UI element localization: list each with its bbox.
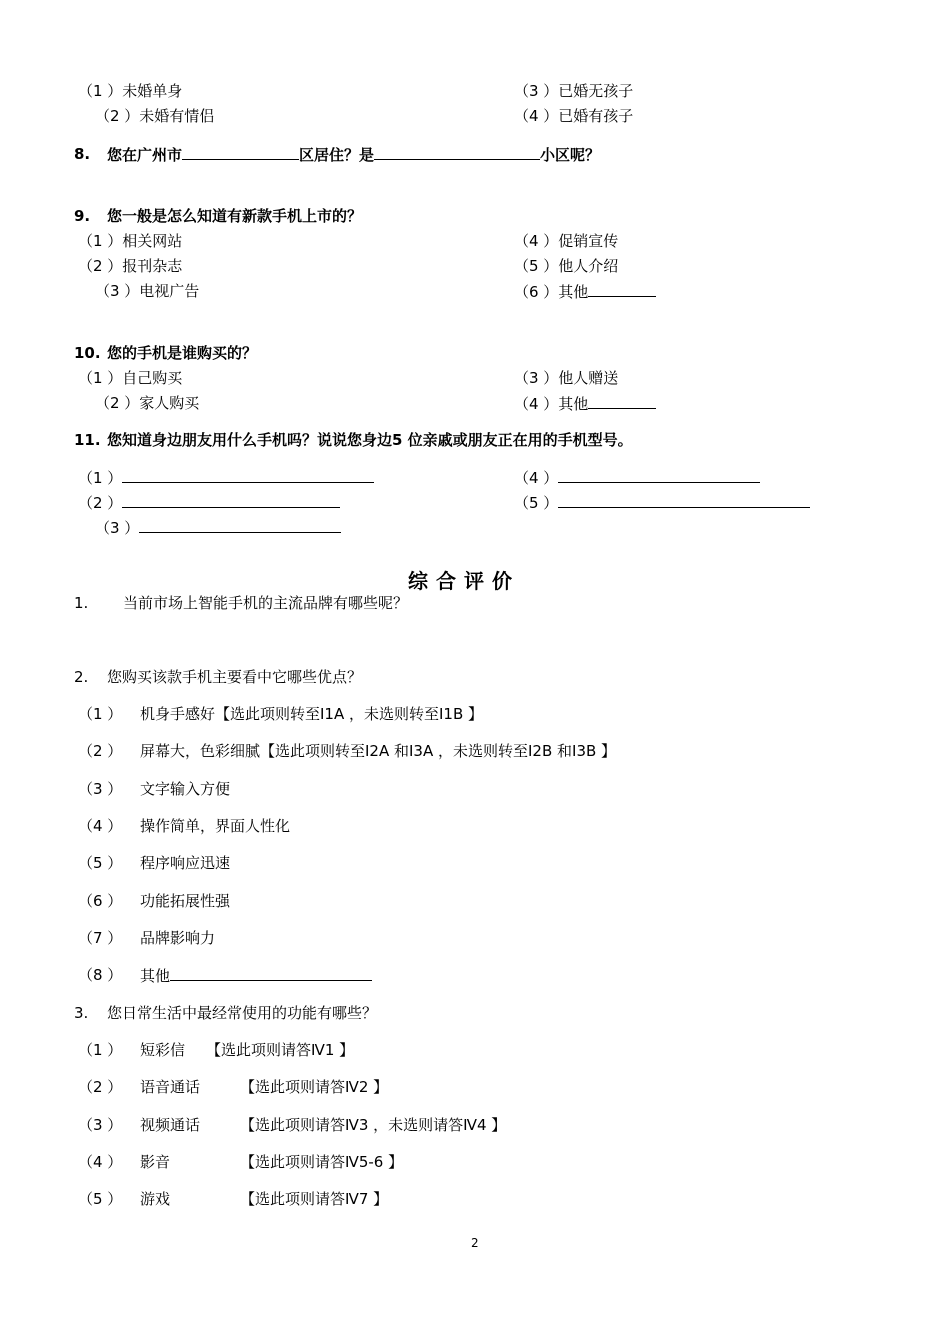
q11-entry-5-label: （5 ） <box>514 494 559 512</box>
q7-option-1[interactable]: （1 ）未婚单身 <box>78 82 183 100</box>
q10-question: 您的手机是谁购买的？ <box>107 344 258 362</box>
s3-option-2[interactable]: 语音通话 <box>140 1078 201 1096</box>
q11-blank-5[interactable] <box>558 493 810 508</box>
s3-option-1-number: （1 ） <box>78 1041 123 1059</box>
s2-number: 2. <box>74 668 89 686</box>
q11-entry-2-label: （2 ） <box>78 494 123 512</box>
q7-option-3[interactable]: （3 ）已婚无孩子 <box>514 82 634 100</box>
s2-question: 您购买该款手机主要看中它哪些优点？ <box>107 668 363 686</box>
q11-number: 11. <box>74 431 101 449</box>
q11-blank-4[interactable] <box>558 468 760 483</box>
q9-option-3[interactable]: （3 ）电视广告 <box>95 282 200 300</box>
q8-text-part2: 区居住？是 <box>299 146 375 164</box>
q10-option-4[interactable] <box>514 394 656 413</box>
s3-option-2-note: 【选此项则请答Ⅳ2 】 <box>240 1078 389 1096</box>
q9-option-5[interactable]: （5 ）他人介绍 <box>514 257 619 275</box>
s2-option-3-number: （3 ） <box>78 780 123 798</box>
q8-question <box>107 145 600 164</box>
page-number: 2 <box>471 1236 479 1250</box>
s2-option-5-number: （5 ） <box>78 854 123 872</box>
q9-question: 您一般是怎么知道有新款手机上市的？ <box>107 207 363 225</box>
s3-question: 您日常生活中最经常使用的功能有哪些？ <box>107 1004 378 1022</box>
s3-option-4-number: （4 ） <box>78 1153 123 1171</box>
s3-option-4-note: 【选此项则请答Ⅳ5-6 】 <box>240 1153 404 1171</box>
q11-blank-1[interactable] <box>122 468 374 483</box>
district-blank[interactable] <box>182 145 299 160</box>
q11-entry-2[interactable] <box>78 493 340 512</box>
q11-entry-3-label: （3 ） <box>95 519 140 537</box>
community-blank[interactable] <box>374 145 540 160</box>
q9-option-1[interactable]: （1 ）相关网站 <box>78 232 183 250</box>
q10-option-1[interactable]: （1 ）自己购买 <box>78 369 183 387</box>
s2-option-3[interactable]: 文字输入方便 <box>140 780 231 798</box>
s2-option-6[interactable]: 功能拓展性强 <box>140 892 231 910</box>
s3-option-5-note: 【选此项则请答Ⅳ7 】 <box>240 1190 389 1208</box>
q11-blank-2[interactable] <box>122 493 340 508</box>
s3-option-3-number: （3 ） <box>78 1116 123 1134</box>
s2-option-8-number: （8 ） <box>78 966 123 984</box>
q10-option-4-label: （4 ）其他 <box>514 395 589 413</box>
q7-option-4[interactable]: （4 ）已婚有孩子 <box>514 107 634 125</box>
s3-option-1[interactable]: 短彩信 <box>140 1041 186 1059</box>
s3-option-3-note: 【选此项则请答Ⅳ3 ，未选则请答Ⅳ4 】 <box>240 1116 507 1134</box>
s2-option-5[interactable]: 程序响应迅速 <box>140 854 231 872</box>
q9-option-4[interactable]: （4 ）促销宣传 <box>514 232 619 250</box>
s3-option-3[interactable]: 视频通话 <box>140 1116 201 1134</box>
s2-option-8[interactable] <box>140 966 372 985</box>
s2-option-2[interactable]: 屏幕大，色彩细腻【选此项则转至Ⅰ2A 和Ⅰ3A ，未选则转至Ⅰ2B 和Ⅰ3B 】 <box>140 742 617 760</box>
s2-option-7-number: （7 ） <box>78 929 123 947</box>
s1-number: 1. <box>74 594 89 612</box>
s3-option-5-number: （5 ） <box>78 1190 123 1208</box>
s3-option-5[interactable]: 游戏 <box>140 1190 171 1208</box>
s3-option-2-number: （2 ） <box>78 1078 123 1096</box>
q10-option-2[interactable]: （2 ）家人购买 <box>95 394 200 412</box>
q9-option-6-label: （6 ）其他 <box>514 283 589 301</box>
s2-option-1[interactable]: 机身手感好【选此项则转至Ⅰ1A ，未选则转至Ⅰ1B 】 <box>140 705 484 723</box>
q9-option-2[interactable]: （2 ）报刊杂志 <box>78 257 183 275</box>
s2-option-1-number: （1 ） <box>78 705 123 723</box>
q11-entry-5[interactable] <box>514 493 810 512</box>
q11-entry-1-label: （1 ） <box>78 469 123 487</box>
s2-option-2-number: （2 ） <box>78 742 123 760</box>
q10-number: 10. <box>74 344 101 362</box>
q11-entry-1[interactable] <box>78 468 374 487</box>
s3-option-4[interactable]: 影音 <box>140 1153 171 1171</box>
s2-option-8-label: 其他 <box>140 967 171 985</box>
s2-option-4[interactable]: 操作简单，界面人性化 <box>140 817 291 835</box>
s3-option-1-note: 【选此项则请答Ⅳ1 】 <box>206 1041 355 1059</box>
s3-number: 3. <box>74 1004 89 1022</box>
s2-option-7[interactable]: 品牌影响力 <box>140 929 216 947</box>
q10-other-blank[interactable] <box>588 394 656 409</box>
q11-entry-3[interactable] <box>95 518 341 537</box>
q10-option-3[interactable]: （3 ）他人赠送 <box>514 369 619 387</box>
s1-question: 当前市场上智能手机的主流品牌有哪些呢？ <box>123 594 409 612</box>
s2-option-4-number: （4 ） <box>78 817 123 835</box>
section-title: 综合评价 <box>408 569 520 593</box>
q7-option-2[interactable]: （2 ）未婚有情侣 <box>95 107 215 125</box>
q8-number: 8. <box>74 145 91 163</box>
q11-blank-3[interactable] <box>139 518 341 533</box>
q8-text-part1: 您在广州市 <box>107 146 183 164</box>
s2-other-blank[interactable] <box>170 966 372 981</box>
q11-entry-4-label: （4 ） <box>514 469 559 487</box>
q8-text-part3: 小区呢？ <box>540 146 601 164</box>
q9-other-blank[interactable] <box>588 282 656 297</box>
q9-number: 9. <box>74 207 91 225</box>
q11-question: 您知道身边朋友用什么手机吗？说说您身边5 位亲戚或朋友正在用的手机型号。 <box>107 431 633 449</box>
q11-entry-4[interactable] <box>514 468 760 487</box>
s2-option-6-number: （6 ） <box>78 892 123 910</box>
q9-option-6[interactable] <box>514 282 656 301</box>
